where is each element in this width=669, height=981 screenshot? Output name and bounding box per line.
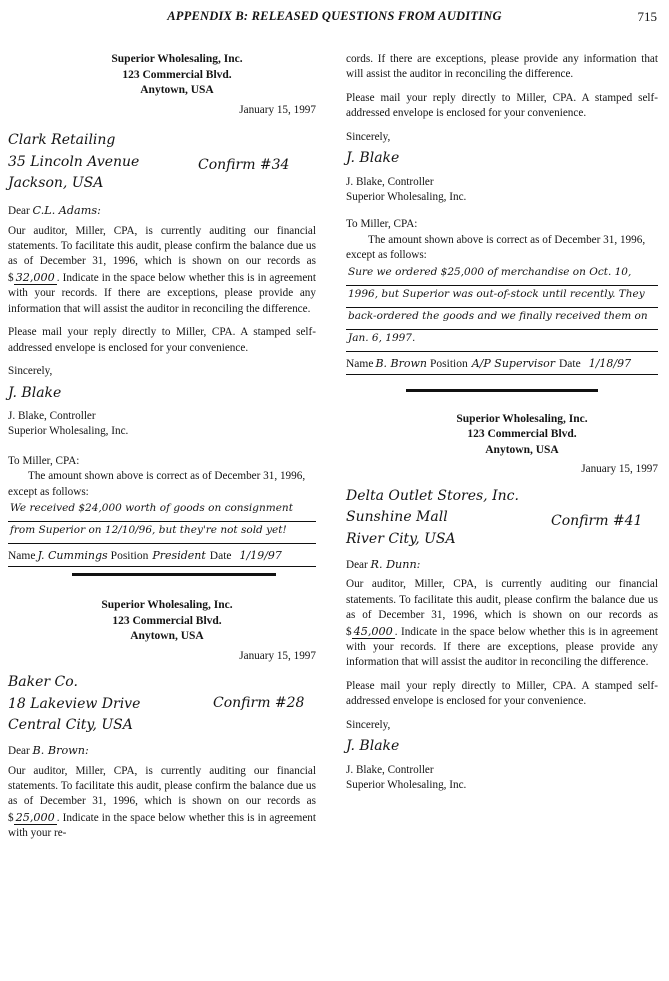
- recipient-street: Sunshine Mall: [346, 509, 448, 526]
- salutation-name: B. Brown:: [32, 744, 89, 758]
- left-column: [8, 52, 316, 850]
- recipient-name: Baker Co.: [8, 674, 78, 691]
- letterhead-company: Superior Wholesaling, Inc.: [456, 412, 588, 425]
- reply-intro: The amount shown above is correct as of December 31, 1996, except as follows:: [346, 233, 646, 262]
- recipient-name: Delta Outlet Stores, Inc.: [346, 487, 519, 504]
- closing: Sincerely,: [8, 365, 53, 378]
- recipient-city: River City, USA: [346, 531, 456, 548]
- signature: J. Blake: [346, 150, 400, 167]
- reply-line-1: We received $24,000 worth of goods on consignment: [8, 500, 316, 522]
- letterhead: [346, 412, 658, 459]
- reply-name: B. Brown: [375, 356, 428, 370]
- mail-paragraph: Please mail your reply directly to Miller, CPA. A stamped self-addressed envelope is enclosed for your convenience.: [8, 326, 316, 354]
- letterhead-company: Superior Wholesaling, Inc.: [111, 53, 243, 65]
- recipient-street: 18 Lakeview Drive: [8, 695, 141, 712]
- reply-signoff-row: Name B. Brown Position A/P Supervisor Date 1/18/97: [346, 356, 658, 375]
- page-number: 715: [637, 9, 657, 24]
- letter-date: January 15, 1997: [239, 649, 316, 662]
- page-header-title: APPENDIX B: RELEASED QUESTIONS FROM AUDITING: [167, 9, 502, 23]
- recipient-city: Jackson, USA: [8, 175, 104, 192]
- signer-company: Superior Wholesaling, Inc.: [8, 425, 129, 438]
- confirm-number: Confirm #28: [213, 695, 305, 712]
- reply-signoff-row: Name J. Cummings Position President Date 1/19/97: [8, 548, 316, 567]
- signer-company: Superior Wholesaling, Inc.: [346, 191, 467, 204]
- mail-paragraph: Please mail your reply directly to Miller, CPA. A stamped self-addressed envelope is enclosed for your convenience.: [346, 91, 658, 120]
- salutation: Dear R. Dunn:: [346, 557, 421, 571]
- salutation-prefix: Dear: [8, 205, 33, 218]
- letter-date: January 15, 1997: [581, 463, 658, 476]
- letter-body: [8, 224, 316, 357]
- letterhead: [8, 52, 316, 99]
- letter-divider: [406, 389, 598, 392]
- reply-line-2: from Superior on 12/10/96, but they're not sold yet!: [8, 522, 316, 544]
- letter-body: [8, 764, 316, 842]
- mail-paragraph: Please mail your reply directly to Miller, CPA. A stamped self-addressed envelope is enclosed for your convenience.: [346, 679, 658, 708]
- reply-section: [8, 454, 316, 567]
- reply-name: J. Cummings: [37, 549, 108, 563]
- recipient-name: Clark Retailing: [8, 132, 116, 148]
- letterhead-city: Anytown, USA: [485, 443, 559, 456]
- letter-date: January 15, 1997: [239, 103, 316, 116]
- letterhead: [8, 598, 316, 645]
- request-paragraph-continued: cords. If there are exceptions, please provide any information that will assist the auditor in reconciling the difference.: [346, 53, 658, 81]
- request-paragraph: Our auditor, Miller, CPA, is currently auditing our financial statements. To facilitate this audit, please confirm the balance due us as of December 31, 1996, which is shown on our records as $ 32,000 . Indicate in the space below whether this is in agreement with your records. If there are exceptions, please provide any information that will assist the auditor in reconciling the difference.: [8, 224, 316, 315]
- salutation: [8, 203, 316, 219]
- signature: J. Blake: [8, 384, 62, 401]
- signer-title: J. Blake, Controller: [8, 409, 96, 422]
- reply-to-line: To Miller, CPA:: [8, 454, 80, 467]
- request-paragraph: Our auditor, Miller, CPA, is currently auditing our financial statements. To facilitate this audit, please confirm the balance due us as of December 31, 1996, which is shown on our records as $ 25,000 . Indicate in the space below whether this is in agreement with your re-: [8, 764, 316, 840]
- letter-delta-outlet: [346, 412, 658, 794]
- signer-company: Superior Wholesaling, Inc.: [346, 779, 467, 792]
- balance-amount: 32,000: [15, 270, 55, 284]
- signer-title: J. Blake, Controller: [346, 763, 434, 776]
- letter-baker-co: [8, 598, 316, 842]
- confirm-number: Confirm #41: [551, 512, 643, 529]
- letter-body: [346, 577, 658, 710]
- letter-body-continued: [346, 52, 658, 122]
- balance-amount: 45,000: [353, 624, 393, 638]
- reply-section: [346, 217, 658, 374]
- closing: Sincerely,: [346, 130, 391, 143]
- signature: J. Blake: [346, 738, 400, 755]
- salutation-name: R. Dunn:: [370, 557, 421, 571]
- reply-line-2: 1996, but Superior was out-of-stock until recently. They: [346, 286, 658, 308]
- reply-intro: The amount shown above is correct as of December 31, 1996, except as follows:: [8, 470, 306, 498]
- letterhead-street: 123 Commercial Blvd.: [122, 68, 232, 81]
- reply-position: President: [152, 549, 206, 563]
- letter-divider: [72, 573, 276, 576]
- reply-line-3: back-ordered the goods and we finally received them on: [346, 308, 658, 330]
- reply-position: A/P Supervisor: [471, 356, 555, 370]
- reply-date: 1/18/97: [588, 356, 632, 370]
- confirm-number: Confirm #34: [198, 157, 290, 173]
- reply-date: 1/19/97: [239, 549, 282, 563]
- letter-baker-co-continued: [346, 52, 658, 392]
- right-column: [346, 52, 658, 794]
- letterhead-city: Anytown, USA: [140, 84, 214, 97]
- request-paragraph: Our auditor, Miller, CPA, is currently auditing our financial statements. To facilitate this audit, please confirm the balance due us as of December 31, 1996, which is shown on our records as $ 45,000 . Indicate in the space below whether this is in agreement with your records. If there are exceptions, please provide any information that will assist the auditor in reconciling the difference.: [346, 578, 658, 669]
- balance-amount: 25,000: [15, 810, 55, 824]
- reply-line-1: Sure we ordered $25,000 of merchandise on Oct. 10,: [346, 264, 658, 286]
- letterhead-street: 123 Commercial Blvd.: [112, 614, 222, 627]
- reply-to-line: To Miller, CPA:: [346, 218, 418, 231]
- letterhead-street: 123 Commercial Blvd.: [467, 428, 577, 441]
- letterhead-city: Anytown, USA: [130, 630, 204, 643]
- closing: Sincerely,: [346, 718, 391, 731]
- reply-line-4: Jan. 6, 1997.: [346, 330, 658, 352]
- recipient-street: 35 Lincoln Avenue: [8, 153, 140, 170]
- letterhead-company: Superior Wholesaling, Inc.: [101, 599, 233, 612]
- recipient-city: Central City, USA: [8, 717, 133, 734]
- salutation: Dear B. Brown:: [8, 744, 89, 758]
- signer-title: J. Blake, Controller: [346, 175, 434, 188]
- letter-clark-retailing: [8, 52, 316, 576]
- salutation-name: C.L. Adams:: [32, 204, 101, 218]
